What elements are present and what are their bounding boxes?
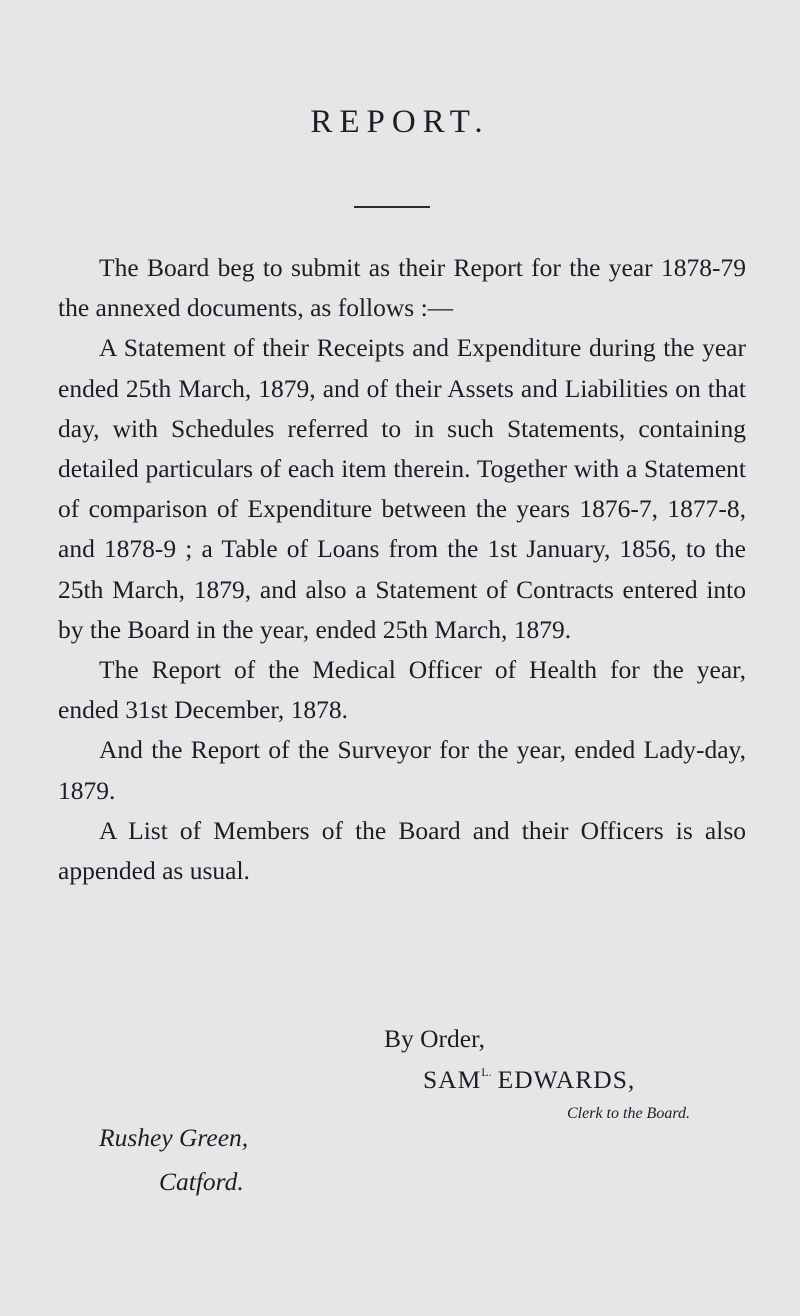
address-line-2: Catford. — [159, 1167, 244, 1196]
report-title: REPORT. — [310, 104, 490, 140]
report-body — [58, 248, 746, 891]
signatory-surname: EDWARDS, — [497, 1065, 636, 1094]
paragraph-statement: A Statement of their Receipts and Expenditure during the year ended 25th March, 1879, and of their Assets and Liabilities on that day, with Schedules referred to in such Statements, containing detailed particulars of each item therein. Together with a Statement of comparison of Expenditure between the years 1876-7, 1877-8, and 1878-9 ; a Table of Loans from the 1st January, 1856, to the 25th March, 1879, and also a Statement of Contracts entered into by the Board in the year, ended 25th March, 1879. — [58, 333, 746, 644]
signatory-first-name: SAM — [423, 1065, 482, 1094]
title-divider — [354, 206, 430, 208]
paragraph-surveyor: And the Report of the Surveyor for the year, ended Lady-day, 1879. — [58, 735, 746, 805]
signatory-role: Clerk to the Board. — [567, 1105, 690, 1122]
by-order-text: By Order, — [384, 1024, 485, 1053]
address-line-1: Rushey Green, — [99, 1123, 249, 1152]
paragraph-members: A List of Members of the Board and their Officers is also appended as usual. — [58, 815, 746, 886]
paragraph-medical-officer: The Report of the Medical Officer of Health for the year, ended 31st December, 1878. — [58, 655, 746, 725]
paragraph-intro: The Board beg to submit as their Report for the year 1878-79 the annexed documents, as follows :— — [58, 253, 746, 323]
signatory-name — [423, 1065, 635, 1095]
signatory-abbreviation: L. — [481, 1065, 492, 1079]
